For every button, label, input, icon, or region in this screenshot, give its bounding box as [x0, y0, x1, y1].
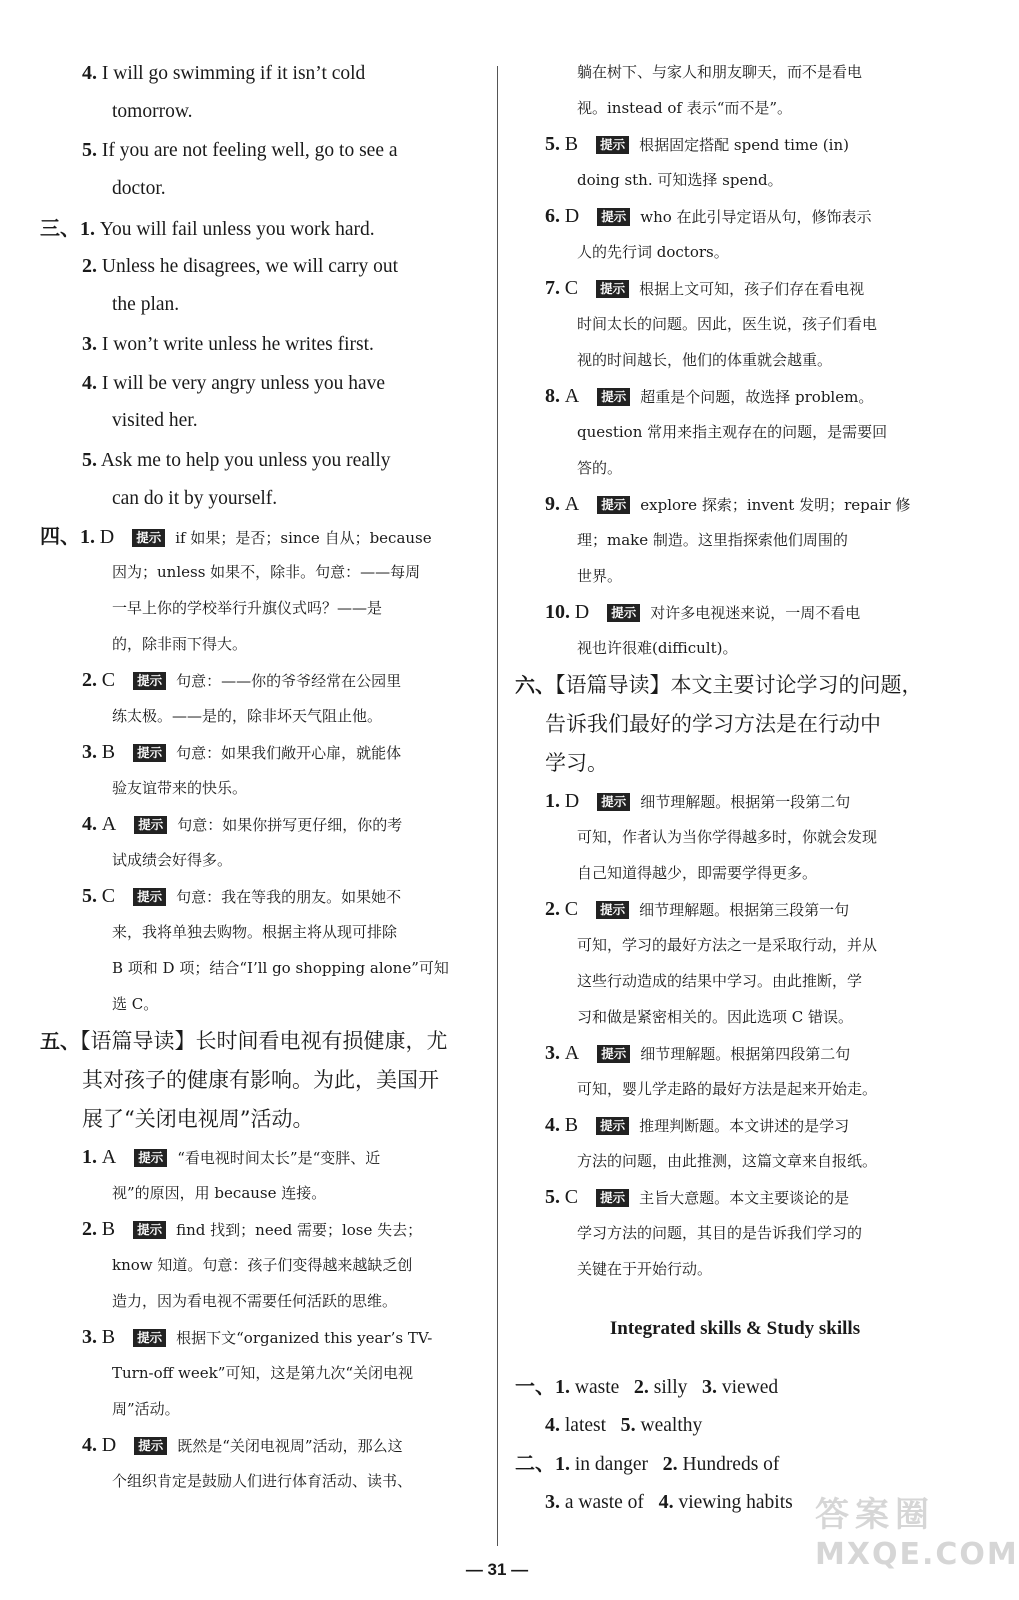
explanation-line: 视”的原因，用 because 连接。 [112, 1184, 327, 1203]
answer-letter: D [574, 601, 590, 623]
explanation-line: 个组织肯定是鼓励人们进行体育活动、读书、 [112, 1472, 413, 1491]
answer-letter: A [564, 385, 580, 407]
explanation-line: 试成绩会好得多。 [112, 851, 233, 870]
column-divider [497, 66, 498, 1546]
explanation-line: 的，除非雨下得大。 [112, 635, 248, 654]
explanation-line: 习和做是紧密相关的。因此选项 C 错误。 [577, 1008, 854, 1026]
tip-badge: 提示 [133, 672, 166, 690]
section-number: 五、 [40, 1029, 80, 1054]
explanation-line: 躺在树下、与家人和朋友聊天，而不是看电 [577, 63, 863, 81]
answer-line: 3. B 提示 句意：如果我们敞开心扉，就能体 [40, 734, 480, 770]
explanation-line: 视也许很难(difficult)。 [577, 639, 738, 657]
explanation-line: Turn-off week”可知，这是第九次“关闭电视 [112, 1364, 414, 1383]
answer-line: 4. I will be very angry unless you have [82, 371, 386, 394]
answer-line: 4. B 提示 推理判断题。本文讲述的是学习 [515, 1107, 955, 1143]
section-number: 四、 [40, 524, 80, 549]
answer-line: 3. B 提示 根据下文“organized this year’s TV- [40, 1319, 480, 1355]
answer-line: 4. I will go swimming if it isn’t cold [82, 62, 366, 84]
passage-guide-line: 学习。 [545, 751, 608, 775]
answer-letter: B [101, 741, 116, 764]
answer-letter: A [564, 493, 580, 515]
answer-line: 4. D 提示 既然是“关闭电视周”活动，那么这 [40, 1427, 480, 1463]
tip-badge: 提示 [597, 1045, 630, 1063]
answer-line: 2. Unless he disagrees, we will carry out [82, 255, 399, 278]
explanation-line: 因为；unless 如果不，除非。句意：——每周 [112, 563, 421, 582]
section-six-line: 六、【语篇导读】本文主要讨论学习的问题， [515, 673, 923, 697]
explanation-line: 关键在于开始行动。 [577, 1260, 713, 1278]
answer-letter: B [101, 1218, 116, 1241]
tip-badge: 提示 [133, 1329, 166, 1347]
tip-badge: 提示 [596, 1117, 629, 1135]
explanation-line: doing sth. 可知选择 spend。 [577, 171, 783, 189]
answer-line: the plan. [112, 294, 180, 316]
tip-badge: 提示 [133, 744, 166, 762]
answer-line: 3. I won’t write unless he writes first. [82, 332, 374, 355]
answer-letter: D [564, 205, 580, 227]
explanation-line: 选 C。 [112, 995, 159, 1014]
answer-letter: D [101, 1434, 117, 1457]
answer-line: 1. D 提示 细节理解题。根据第一段第二句 [515, 783, 955, 819]
explanation-line: 自己知道得越少，即需要学得更多。 [577, 864, 818, 882]
watermark-logo: 答案圈 MXQE.COM [815, 1495, 1019, 1572]
explanation-line: 验友谊带来的快乐。 [112, 779, 248, 798]
explanation-line: 可知，作者认为当你学得越多时，你就会发现 [577, 828, 878, 846]
tip-badge: 提示 [134, 1437, 167, 1455]
answer-line: doctor. [112, 178, 166, 200]
answer-line: 10. D 提示 对许多电视迷来说，一周不看电 [515, 594, 955, 630]
tip-badge: 提示 [133, 1221, 166, 1239]
answer-line: 5. If you are not feeling well, go to see a [82, 139, 398, 162]
tip-badge: 提示 [597, 793, 630, 811]
answer-line: 7. C 提示 根据上文可知，孩子们存在看电视 [515, 270, 955, 306]
explanation-line: know 知道。句意：孩子们变得越来越缺乏创 [112, 1256, 413, 1275]
answer-line: 5. B 提示 根据固定搭配 spend time (in) [515, 126, 955, 162]
answer-letter: A [101, 813, 117, 836]
passage-guide-line: 其对孩子的健康有影响。为此，美国开 [82, 1068, 439, 1093]
section-four-line: 四、1. D 提示 if 如果；是否；since 自从；because [40, 518, 480, 554]
answer-letter: C [564, 277, 579, 299]
right-column [515, 54, 955, 1522]
section-subheading: Integrated skills & Study skills [609, 1318, 861, 1339]
answer-line: 3. A 提示 细节理解题。根据第四段第二句 [515, 1035, 955, 1071]
answer-letter: C [564, 1186, 579, 1208]
answer-letter: C [101, 669, 116, 692]
answer-line: 5. C 提示 句意：我在等我的朋友。如果她不 [40, 878, 480, 914]
tip-badge: 提示 [596, 280, 629, 298]
answer-line: 2. C 提示 句意：——你的爷爷经常在公园里 [40, 662, 480, 698]
section-number: 一、 [515, 1374, 555, 1398]
tip-badge: 提示 [134, 816, 167, 834]
answer-line: 2. B 提示 find 找到；need 需要；lose 失去； [40, 1211, 480, 1247]
tip-badge: 提示 [134, 1149, 167, 1167]
answer-line: 6. D 提示 who 在此引导定语从句，修饰表示 [515, 198, 955, 234]
section-one-line: 一、1. waste 2. silly 3. viewed [515, 1374, 779, 1398]
answer-letter: A [564, 1042, 580, 1064]
answer-letter: D [564, 790, 580, 812]
answer-letter: B [101, 1326, 116, 1349]
tip-badge: 提示 [597, 496, 630, 514]
tip-badge: 提示 [133, 888, 166, 906]
answer-letter: B [564, 1114, 579, 1136]
explanation-line: 周”活动。 [112, 1400, 180, 1419]
explanation-line: 来，我将单独去购物。根据主将从现可排除 [112, 923, 398, 942]
tip-badge: 提示 [596, 136, 629, 154]
explanation-line: 这些行动造成的结果中学习。由此推断，学 [577, 972, 863, 990]
explanation-line: 可知，婴儿学走路的最好方法是起来开始走。 [577, 1080, 878, 1098]
answer-line: 8. A 提示 超重是个问题，故选择 problem。 [515, 378, 955, 414]
answer-line: 1. A 提示 “看电视时间太长”是“变胖、近 [40, 1139, 480, 1175]
explanation-line: 理；make 制造。这里指探索他们周围的 [577, 531, 848, 549]
section-number: 三、 [40, 215, 80, 240]
answer-line: 3. a waste of 4. viewing habits [545, 1491, 793, 1514]
tip-badge: 提示 [597, 208, 630, 226]
tip-badge: 提示 [607, 604, 640, 622]
tip-badge: 提示 [597, 388, 630, 406]
left-column [40, 54, 480, 1499]
answer-line: 5. Ask me to help you unless you really [82, 448, 391, 471]
answer-line: 2. C 提示 细节理解题。根据第三段第一句 [515, 891, 955, 927]
tip-badge: 提示 [596, 1189, 629, 1207]
passage-guide-line: 展了“关闭电视周”活动。 [82, 1107, 314, 1132]
passage-guide-line: 告诉我们最好的学习方法是在行动中 [545, 712, 881, 736]
section-two-line: 二、1. in danger 2. Hundreds of [515, 1451, 780, 1476]
explanation-line: 时间太长的问题。因此，医生说，孩子们看电 [577, 315, 878, 333]
answer-line: tomorrow. [112, 100, 193, 122]
explanation-line: 人的先行词 doctors。 [577, 243, 729, 261]
section-five-line: 五、【语篇导读】长时间看电视有损健康，尤 [40, 1029, 448, 1054]
explanation-line: 视。instead of 表示“而不是”。 [577, 99, 793, 117]
explanation-line: 练太极。——是的，除非坏天气阻止他。 [112, 707, 383, 726]
explanation-line: 一早上你的学校举行升旗仪式吗？——是 [112, 599, 383, 618]
explanation-line: 视的时间越长，他们的体重就会越重。 [577, 351, 833, 369]
page-number: — 31 — [465, 1560, 529, 1579]
explanation-line: 方法的问题，由此推测，这篇文章来自报纸。 [577, 1152, 878, 1170]
answer-letter: A [101, 1146, 117, 1169]
answer-line: visited her. [112, 410, 198, 432]
answer-line: 9. A 提示 explore 探索；invent 发明；repair 修 [515, 486, 955, 522]
explanation-line: 世界。 [577, 567, 623, 585]
tip-badge: 提示 [132, 529, 165, 547]
answer-letter: C [101, 885, 116, 908]
explanation-line: question 常用来指主观存在的问题，是需要回 [577, 423, 888, 441]
tip-badge: 提示 [596, 901, 629, 919]
section-number: 二、 [515, 1451, 555, 1476]
answer-letter: C [564, 898, 579, 920]
answer-line: 4. A 提示 句意：如果你拼写更仔细，你的考 [40, 806, 480, 842]
explanation-line: 学习方法的问题，其目的是告诉我们学习的 [577, 1224, 863, 1242]
answer-line: 5. C 提示 主旨大意题。本文主要谈论的是 [515, 1179, 955, 1215]
explanation-line: 可知，学习的最好方法之一是采取行动，并从 [577, 936, 878, 954]
answer-letter: D [99, 526, 115, 549]
answer-letter: B [564, 133, 579, 155]
section-three-line: 三、1. You will fail unless you work hard. [40, 215, 375, 240]
explanation-line: B 项和 D 项；结合“I’ll go shopping alone”可知 [112, 959, 449, 978]
section-number: 六、 [515, 673, 555, 697]
answer-line: can do it by yourself. [112, 487, 278, 509]
explanation-line: 造力，因为看电视不需要任何活跃的思维。 [112, 1292, 398, 1311]
answer-line: 4. latest 5. wealthy [545, 1413, 703, 1436]
explanation-line: 答的。 [577, 459, 623, 477]
